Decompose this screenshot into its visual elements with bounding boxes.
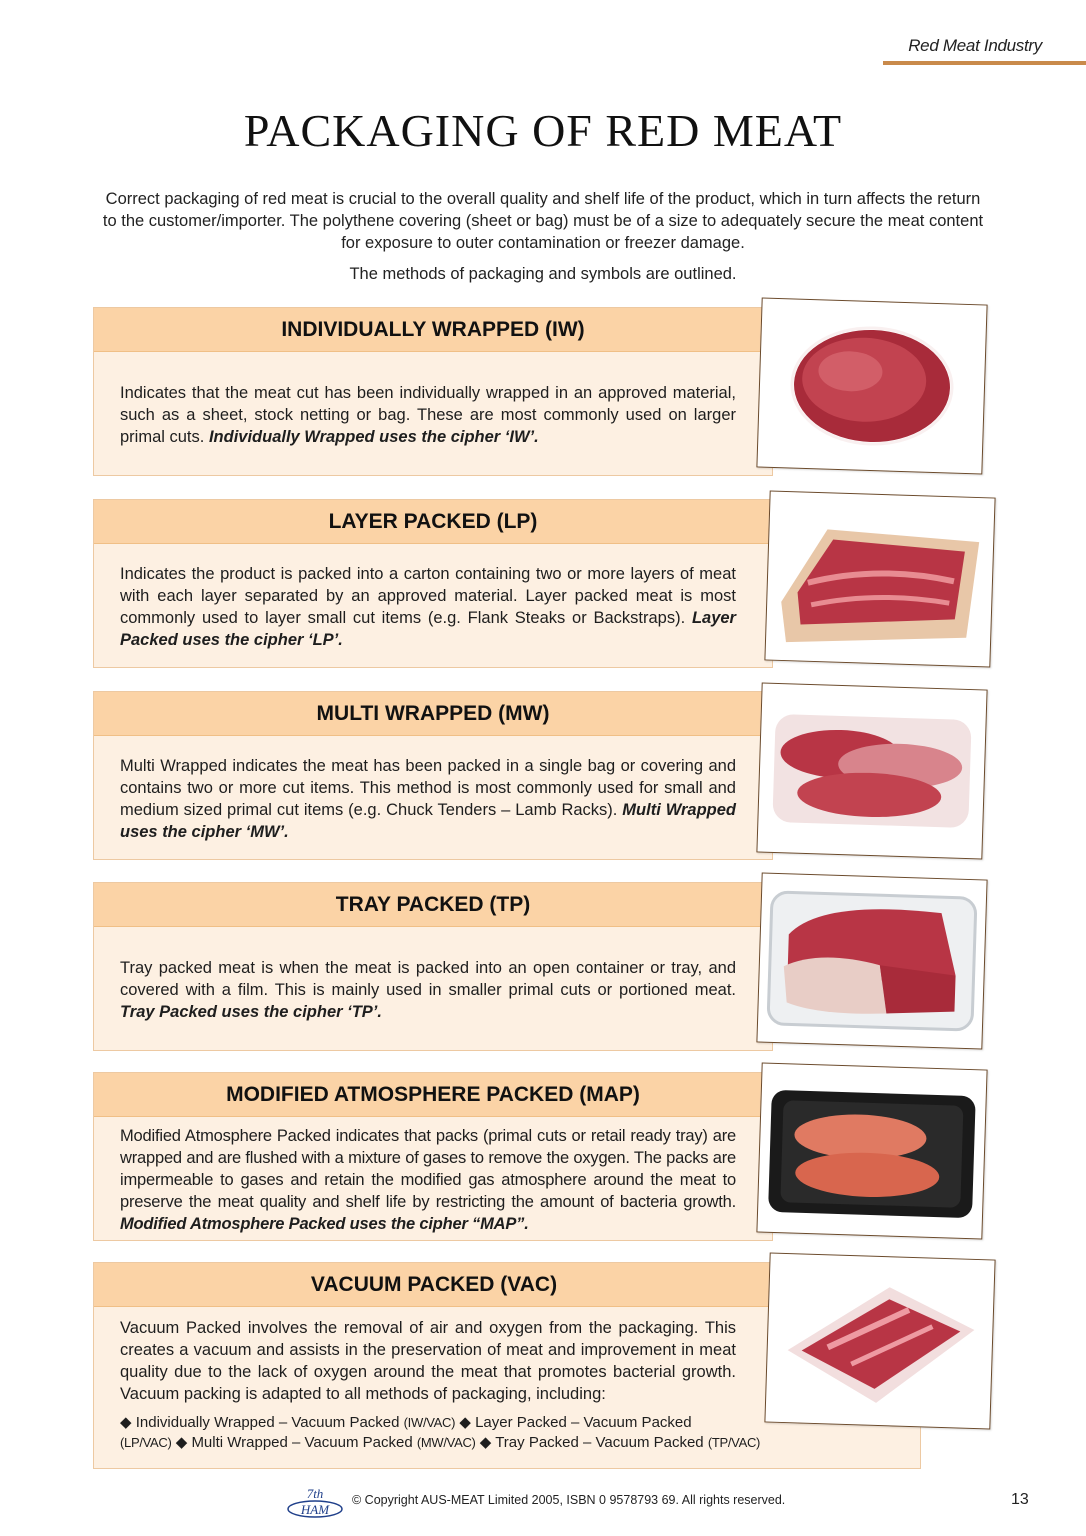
section-individually-wrapped [93,307,773,476]
section-body [94,352,772,477]
section-modified-atmosphere [93,1072,773,1241]
section-title: LAYER PACKED (LP) [94,500,772,544]
section-body [94,544,772,669]
method-label: Individually Wrapped – Vacuum Packed [135,1414,400,1431]
running-header: Red Meat Industry [908,36,1042,55]
section-text: Tray packed meat is when the meat is packed into an open container or tray, and covered with a film. This is mainly used in smaller primal cuts or portioned meat. [120,958,736,999]
svg-text:7th: 7th [306,1486,324,1501]
section-cipher: Individually Wrapped uses the cipher ‘IW’. [208,427,539,446]
diamond-bullet-icon: ◆ [459,1414,471,1431]
section-text: Multi Wrapped indicates the meat has been packed in a single bag or covering and contains two or more cut items. This method is most commonly used for small and medium sized primal cut items (e.g. Chuck Tenders – Lamb Racks). [120,756,736,819]
photo-layer-packed [764,490,995,667]
section-body [94,927,772,1052]
section-title: VACUUM PACKED (VAC) [94,1263,774,1307]
section-tray-packed [93,882,773,1051]
section-body [94,1117,772,1242]
section-cipher: Layer Packed uses the cipher ‘LP’. [120,608,736,649]
section-cipher: Modified Atmosphere Packed uses the cipher “MAP”. [120,1214,529,1233]
section-layer-packed [93,499,773,668]
diamond-bullet-icon: ◆ [120,1414,132,1431]
section-multi-wrapped [93,691,773,860]
diamond-bullet-icon: ◆ [175,1434,188,1451]
method-label: Tray Packed – Vacuum Packed [495,1434,704,1451]
section-body [94,736,772,861]
header-rule [883,61,1086,65]
photo-multi-wrapped [756,682,987,859]
photo-vacuum-packed [764,1252,995,1429]
method-label: Multi Wrapped – Vacuum Packed [191,1434,413,1451]
section-title: TRAY PACKED (TP) [94,883,772,927]
page-number: 13 [1011,1491,1029,1508]
section-title: MODIFIED ATMOSPHERE PACKED (MAP) [94,1073,772,1117]
intro [100,188,986,285]
method-code: (IW/VAC) [403,1415,456,1430]
section-title: MULTI WRAPPED (MW) [94,692,772,736]
method-label: Layer Packed – Vacuum Packed [475,1414,692,1431]
section-text: Indicates that the meat cut has been individually wrapped in an approved material, such as a sheet, stock netting or bag. These are most commonly used on larger primal cuts. [120,383,736,446]
section-cipher: Multi Wrapped uses the cipher ‘MW’. [120,800,736,841]
intro-note: The methods of packaging and symbols are outlined. [349,265,737,283]
section-title: INDIVIDUALLY WRAPPED (IW) [94,308,772,352]
intro-paragraph: Correct packaging of red meat is crucial to the overall quality and shelf life of the product, which in turn affects the return to the customer/importer. The polythene covering (sheet or bag) must be of a size to adequately secure the meat content for exposure to outer contamination or freezer damage. [102,190,984,252]
section-cipher: Tray Packed uses the cipher ‘TP’. [120,1002,382,1021]
section-text: Indicates the product is packed into a carton containing two or more layers of meat with each layer separated by an approved material. Layer packed meat is most commonly used to layer small cut items (e.g. Flank Steaks or Backstraps). [120,564,736,627]
photo-tray-packed [756,872,987,1049]
section-text: Modified Atmosphere Packed indicates that packs (primal cuts or retail ready tray) are wrapped and are flushed with a mixture of gases to remove the oxygen. The packs are impermeable to gases and retain the modified gas atmosphere around the meat to preserve the meat quality and shelf life by restricting the amount of bacteria growth. [120,1126,736,1211]
ham-logo [286,1485,344,1519]
section-text: Vacuum Packed involves the removal of air and oxygen from the packaging. This creates a vacuum and assists in the preservation of meat and improvement in meat quality due to the lack of oxygen around the meat that promotes bacterial growth. Vacuum packing is adapted to all methods of packaging, including: [120,1319,736,1403]
photo-individually-wrapped [756,297,987,474]
diamond-bullet-icon: ◆ [479,1434,492,1451]
svg-text:HAM: HAM [300,1502,330,1517]
page-title: PACKAGING OF RED MEAT [243,105,843,156]
method-code: (TP/VAC) [707,1435,761,1450]
method-code: (MW/VAC) [416,1435,476,1450]
copyright: © Copyright AUS-MEAT Limited 2005, ISBN 0 9578793 69. All rights reserved. [352,1493,786,1507]
photo-modified-atmosphere [756,1062,987,1239]
method-code: (LP/VAC) [120,1435,172,1450]
